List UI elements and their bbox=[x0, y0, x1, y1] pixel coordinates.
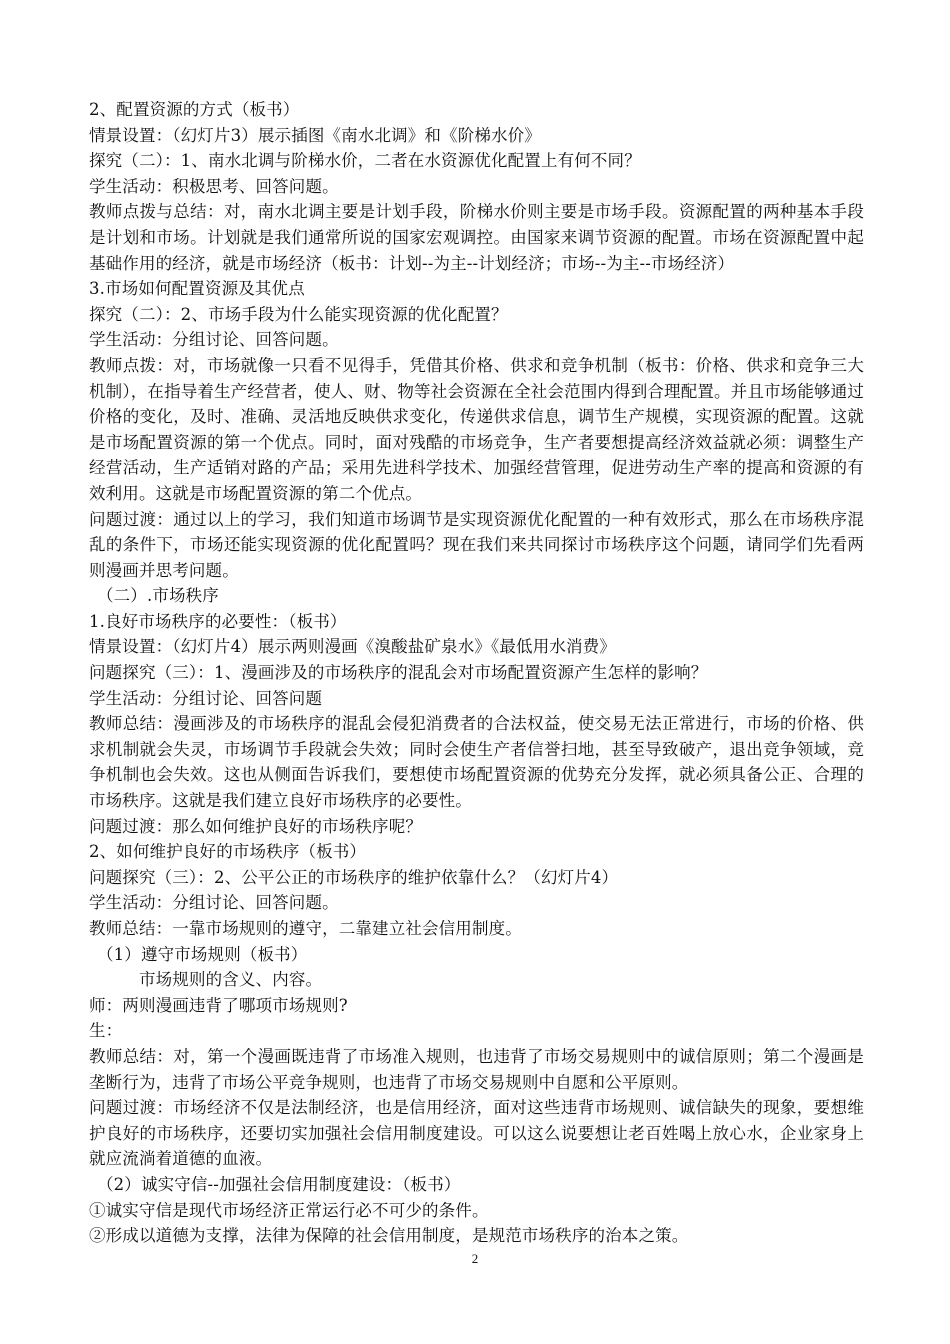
paragraph: 问题探究（三）：1、漫画涉及的市场秩序的混乱会对市场配置资源产生怎样的影响？ bbox=[89, 663, 708, 683]
section-heading: 2、配置资源的方式（板书） bbox=[89, 100, 300, 119]
list-item: ①诚实守信是现代市场经济正常运行必不可少的条件。 bbox=[89, 1200, 489, 1220]
paragraph: 生： bbox=[89, 1021, 123, 1041]
section-heading: 3.市场如何配置资源及其优点 bbox=[89, 279, 305, 299]
paragraph: 师：两则漫画违背了哪项市场规则? bbox=[89, 995, 348, 1015]
paragraph: 学生活动：分组讨论、回答问题。 bbox=[89, 893, 339, 913]
paragraph: 情景设置：（幻灯片3）展示插图《南水北调》和《阶梯水价》 bbox=[89, 125, 541, 145]
document-body bbox=[89, 97, 864, 1249]
section-heading: （2）诚实守信--加强社会信用制度建设：（板书） bbox=[97, 1174, 461, 1194]
paragraph: 教师总结：一靠市场规则的遵守，二靠建立社会信用制度。 bbox=[89, 919, 522, 938]
paragraph: 教师点拨与总结：对，南水北调主要是计划手段，阶梯水价则主要是市场手段。资源配置的两种基本手段是计划和市场。计划就是我们通常所说的国家宏观调控。由国家来调节资源的配置。市场在资源配置中起基础作用的经济，就是市场经济（板书：计划--为主--计划经济；市场--为主--市场经济） bbox=[89, 202, 864, 273]
paragraph: 探究（二）：2、市场手段为什么能实现资源的优化配置？ bbox=[89, 304, 508, 324]
section-heading: （二）.市场秩序 bbox=[97, 586, 219, 606]
paragraph: 学生活动：分组讨论、回答问题 bbox=[89, 688, 323, 708]
paragraph: 问题过渡：那么如何维护良好的市场秩序呢？ bbox=[89, 816, 422, 836]
paragraph: 学生活动：积极思考、回答问题。 bbox=[89, 176, 339, 196]
section-heading: 2、如何维护良好的市场秩序（板书） bbox=[89, 842, 367, 862]
paragraph: 探究（二）：1、南水北调与阶梯水价，二者在水资源优化配置上有何不同？ bbox=[89, 151, 641, 171]
paragraph: 市场规则的含义、内容。 bbox=[139, 970, 323, 990]
section-heading: 1.良好市场秩序的必要性：（板书） bbox=[89, 611, 347, 631]
paragraph: 问题探究（三）：2、公平公正的市场秩序的维护依靠什么？（幻灯片4） bbox=[89, 867, 619, 887]
paragraph: 问题过渡：市场经济不仅是法制经济，也是信用经济，面对这些违背市场规则、诚信缺失的现象，要想维护良好的市场秩序，还要切实加强社会信用制度建设。可以这么说要想让老百姓喝上放心水，企业家身上就应流淌着道德的血液。 bbox=[89, 1098, 864, 1169]
paragraph: 情景设置：（幻灯片4）展示两则漫画《溴酸盐矿泉水》《最低用水消费》 bbox=[89, 637, 616, 657]
page-number: 2 bbox=[471, 1251, 479, 1266]
paragraph: 学生活动：分组讨论、回答问题。 bbox=[89, 330, 339, 350]
paragraph: 教师总结：漫画涉及的市场秩序的混乱会侵犯消费者的合法权益，使交易无法正常进行，市场的价格、供求机制就会失灵，市场调节手段就会失效；同时会使生产者信誉扫地，甚至导致破产，退出竞争领域，竞争机制也会失效。这也从侧面告诉我们，要想使市场配置资源的优势充分发挥，就必须具备公正、合理的市场秩序。这就是我们建立良好市场秩序的必要性。 bbox=[89, 714, 864, 811]
paragraph: 教师点拨：对，市场就像一只看不见得手，凭借其价格、供求和竞争机制（板书：价格、供求和竞争三大机制），在指导着生产经营者，使人、财、物等社会资源在全社会范围内得到合理配置。并且市场能够通过价格的变化，及时、准确、灵活地反映供求变化，传递供求信息，调节生产规模，实现资源的配置。这就是市场配置资源的第一个优点。同时，面对残酷的市场竞争，生产者要想提高经济效益就必须：调整生产经营活动，生产适销对路的产品；采用先进科学技术、加强经营管理，促进劳动生产率的提高和资源的有效利用。这就是市场配置资源的第二个优点。 bbox=[89, 355, 864, 503]
paragraph: 问题过渡：通过以上的学习，我们知道市场调节是实现资源优化配置的一种有效形式，那么在市场秩序混乱的条件下，市场还能实现资源的优化配置吗？现在我们来共同探讨市场秩序这个问题，请同学们先看两则漫画并思考问题。 bbox=[89, 509, 864, 580]
paragraph: 教师总结：对，第一个漫画既违背了市场准入规则，也违背了市场交易规则中的诚信原则；第二个漫画是垄断行为，违背了市场公平竞争规则，也违背了市场交易规则中自愿和公平原则。 bbox=[89, 1046, 864, 1092]
section-heading: （1）遵守市场规则（板书） bbox=[97, 944, 308, 964]
list-item: ②形成以道德为支撑，法律为保障的社会信用制度，是规范市场秩序的治本之策。 bbox=[89, 1226, 689, 1246]
